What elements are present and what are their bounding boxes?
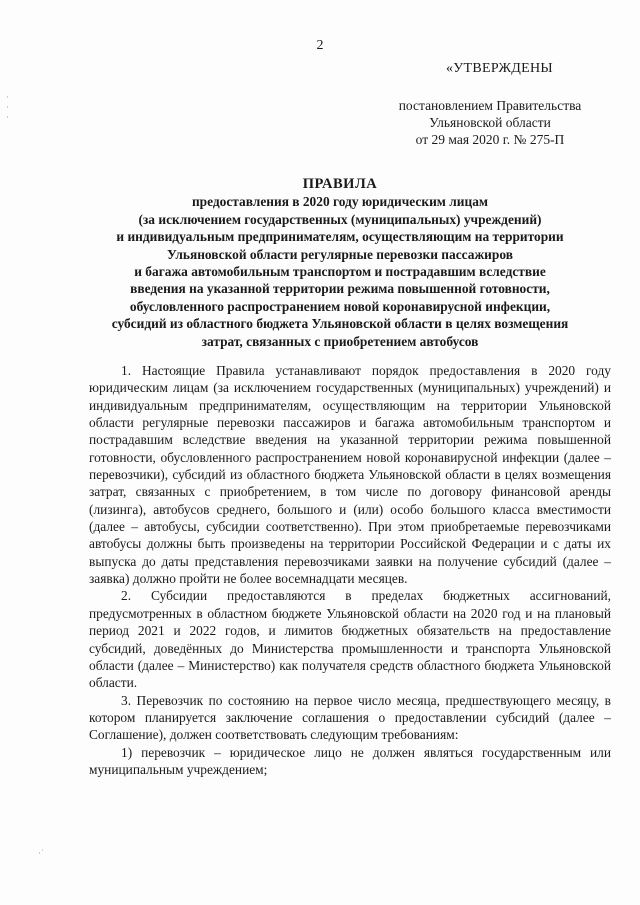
scan-speck: ·˙ (38, 848, 44, 858)
scan-speck: · · · (6, 92, 9, 122)
heading-title: ПРАВИЛА (302, 176, 378, 192)
paragraph: 3. Перевозчик по состоянию на первое число месяца, предшествующего месяцу, в котором планируется заключение соглашения о предоставлении субсидий (далее – Соглашение), должен соответствовать следующим требованиям: (89, 692, 611, 743)
heading-line: обусловленного распространением новой коронавирусной инфекции, (129, 298, 551, 314)
paragraph: 1. Настоящие Правила устанавливают порядок предоставления в 2020 году юридическим лицам (за исключением государственных (муниципальных) учреждений) и индивидуальным предпринимателям, осуществляющим на территории Ульяновской области регулярные перевозки пассажиров и багажа автомобильным транспортом и пострадавшим вследствие введения на указанной территории режима повышенной готовности, обусловленного распространением новой коронавирусной инфекции (далее – перевозчики), субсидий из областного бюджета Ульяновской области в целях возмещения затрат, связанных с приобретением, в том числе по договору финансовой аренды (лизинга), автобусов среднего, большого и (или) особо большого класса вместимости (далее – автобусы, субсидии соответственно). При этом приобретаемые перевозчиками автобусы должны быть произведены на территории Российской Федерации и с даты их выпуска до даты представления перевозчиками заявки на получение субсидий (далее – заявка) должно пройти не более восемнадцати месяцев. (89, 363, 611, 587)
heading-line: (за исключением государственных (муниципальных) учреждений) (138, 211, 542, 227)
approval-line-2: Ульяновской области (429, 115, 551, 130)
paragraph: 2. Субсидии предоставляются в пределах бюджетных ассигнований, предусмотренных в областном бюджете Ульяновской области на 2020 год и на плановый период 2021 и 2022 годов, и лимитов бюджетных обязательств на предоставление субсидий, доведённых до Министерства промышленности и транспорта Ульяновской области (далее – Министерство) как получателя средств областного бюджета Ульяновской области. (89, 588, 611, 691)
document-body (89, 362, 611, 778)
heading-line: Ульяновской области регулярные перевозки пассажиров (167, 246, 513, 262)
heading-line: затрат, связанных с приобретением автобусов (201, 333, 479, 349)
paragraph: 1) перевозчик – юридическое лицо не должен являться государственным или муниципальным учреждением; (89, 744, 611, 777)
document-heading (80, 176, 600, 350)
heading-line: и индивидуальным предпринимателям, осуществляющим на территории (116, 229, 564, 245)
heading-line: и багажа автомобильным транспортом и пострадавшим вследствие (134, 264, 546, 280)
page-number: 2 (316, 38, 324, 53)
approval-line-1: постановлением Правительства (398, 98, 582, 113)
approval-line-3: от 29 мая 2020 г. № 275-П (415, 132, 565, 147)
heading-line: введения на указанной территории режима повышенной готовности, (130, 281, 550, 297)
heading-line: предоставления в 2020 году юридическим лицам (191, 194, 489, 210)
approval-title: «УТВЕРЖДЕНЫ (446, 61, 553, 76)
heading-line: субсидий из областного бюджета Ульяновской области в целях возмещения (111, 316, 569, 332)
